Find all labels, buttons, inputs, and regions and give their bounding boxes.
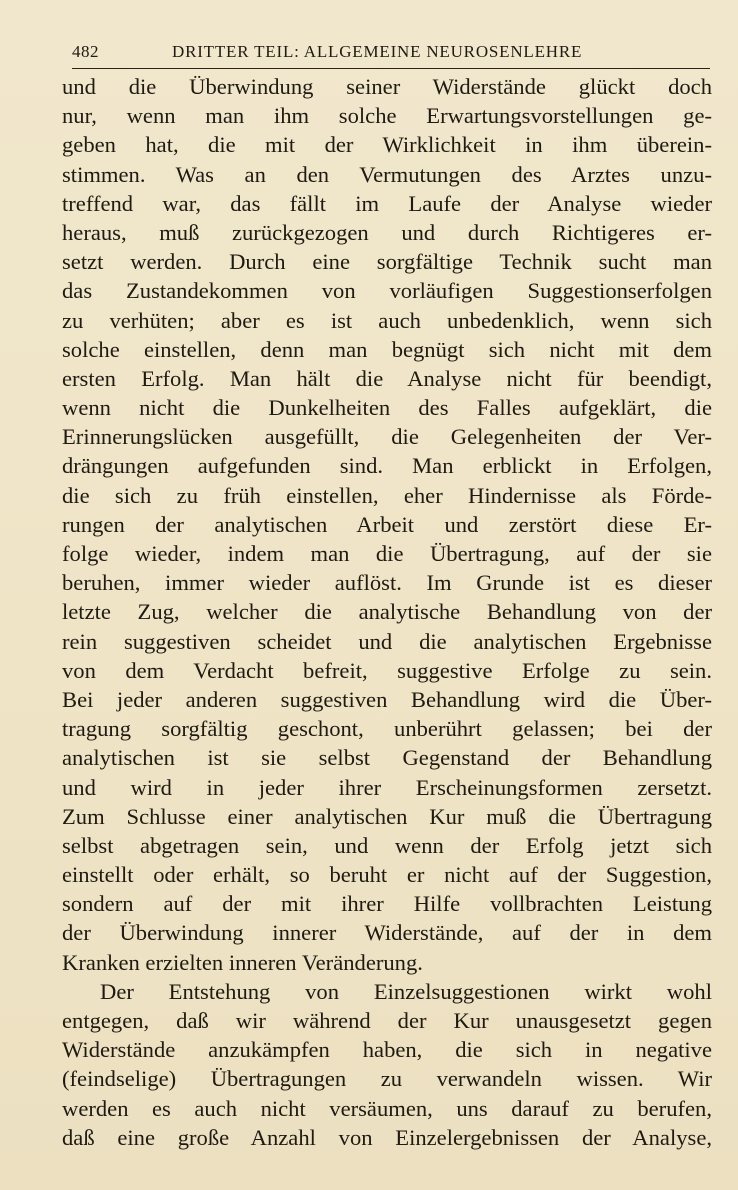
text-line: beruhen, immer wieder auflöst. Im Grunde ist es dieser	[62, 570, 712, 596]
text-line: Widerstände anzukämpfen haben, die sich in negative	[62, 1037, 712, 1063]
text-line: letzte Zug, welcher die analytische Behandlung von der	[62, 599, 712, 625]
text-line: solche einstellen, denn man begnügt sich nicht mit dem	[62, 336, 712, 362]
text-line: nur, wenn man ihm solche Erwartungsvorstellungen ge-	[62, 103, 712, 129]
running-head: DRITTER TEIL: ALLGEMEINE NEUROSENLEHRE	[172, 42, 583, 61]
text-line: analytischen ist sie selbst Gegenstand der Behandlung	[62, 745, 712, 771]
text-line: und die Überwindung seiner Widerstände glückt doch	[62, 74, 712, 99]
text-line: werden es auch nicht versäumen, uns darauf zu berufen,	[62, 1095, 712, 1121]
paragraph	[62, 72, 712, 977]
text-line: ersten Erfolg. Man hält die Analyse nicht für beendigt,	[62, 365, 712, 391]
text-line: und wird in jeder ihrer Erscheinungsformen zersetzt.	[62, 774, 712, 800]
text-line: tragung sorgfältig geschont, unberührt gelassen; bei der	[62, 716, 712, 742]
text-line: sondern auf der mit ihrer Hilfe vollbrachten Leistung	[62, 891, 712, 917]
paragraph	[62, 977, 712, 1152]
text-line: das Zustandekommen von vorläufigen Suggestionserfolgen	[62, 278, 712, 304]
text-line: wenn nicht die Dunkelheiten des Falles aufgeklärt, die	[62, 395, 712, 421]
text-line: entgegen, daß wir während der Kur unausgesetzt gegen	[62, 1008, 712, 1033]
text-line: die sich zu früh einstellen, eher Hindernisse als Förde-	[62, 482, 712, 508]
text-line: von dem Verdacht befreit, suggestive Erfolge zu sein.	[62, 657, 712, 683]
text-line: folge wieder, indem man die Übertragung, auf der sie	[62, 541, 712, 566]
text-line: geben hat, die mit der Wirklichkeit in ihm überein-	[62, 132, 712, 158]
text-line: drängungen aufgefunden sind. Man erblickt in Erfolgen,	[62, 453, 712, 479]
text-line: setzt werden. Durch eine sorgfältige Technik sucht man	[62, 249, 712, 275]
text-line: daß eine große Anzahl von Einzelergebnissen der Analyse,	[62, 1124, 712, 1150]
header-rule	[72, 68, 710, 69]
text-line: (feindselige) Übertragungen zu verwandeln wissen. Wir	[62, 1066, 712, 1092]
text-line: heraus, muß zurückgezogen und durch Richtigeres er-	[62, 219, 712, 245]
text-line: Der Entstehung von Einzelsuggestionen wirkt wohl	[100, 978, 712, 1004]
page-number: 482	[72, 42, 99, 61]
text-line: Zum Schlusse einer analytischen Kur muß die Übertragung	[62, 803, 712, 829]
page-header	[72, 42, 708, 68]
text-line: der Überwindung innerer Widerstände, auf der in dem	[62, 920, 712, 946]
text-line: zu verhüten; aber es ist auch unbedenklich, wenn sich	[62, 307, 712, 333]
body-text	[62, 72, 712, 1152]
text-line: stimmen. Was an den Vermutungen des Arztes unzu-	[62, 161, 712, 187]
text-line: rein suggestiven scheidet und die analytischen Ergebnisse	[62, 628, 712, 654]
text-line: Erinnerungslücken ausgefüllt, die Gelegenheiten der Ver-	[62, 424, 712, 450]
text-line: Kranken erzielten inneren Veränderung.	[62, 949, 423, 975]
text-line: selbst abgetragen sein, und wenn der Erfolg jetzt sich	[62, 832, 712, 858]
text-line: treffend war, das fällt im Laufe der Analyse wieder	[62, 190, 712, 216]
text-line: einstellt oder erhält, so beruht er nicht auf der Suggestion,	[62, 862, 712, 888]
text-line: rungen der analytischen Arbeit und zerstört diese Er-	[62, 511, 712, 537]
text-line: Bei jeder anderen suggestiven Behandlung wird die Über-	[62, 686, 712, 712]
